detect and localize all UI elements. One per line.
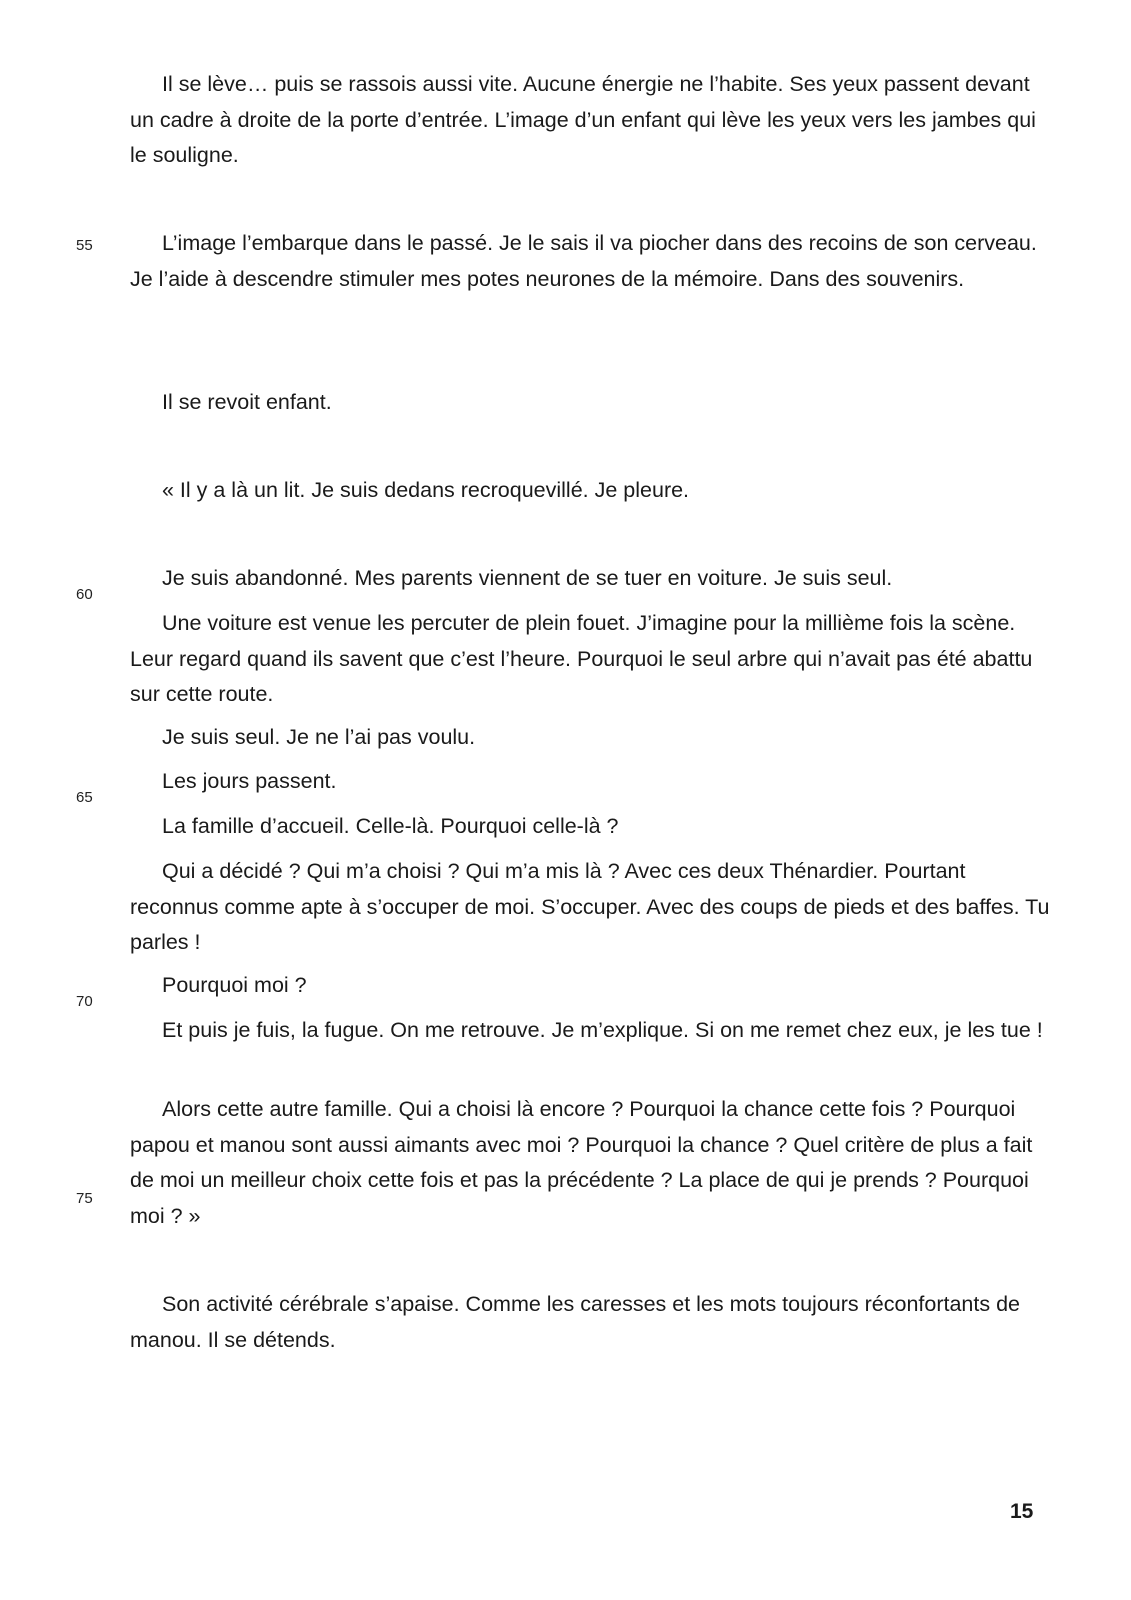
paragraph-8: Les jours passent. [162,769,337,793]
page-number: 15 [1010,1500,1034,1523]
paragraph-4: « Il y a là un lit. Je suis dedans recroquevillé. Je pleure. [162,478,690,502]
line-number-75: 75 [76,1190,93,1207]
line-number-55: 55 [76,237,93,254]
line-number-65: 65 [76,789,93,806]
paragraph-9: La famille d’accueil. Celle-là. Pourquoi celle-là ? [162,814,619,838]
line-number-70: 70 [76,993,93,1010]
paragraph-13: Alors cette autre famille. Qui a choisi là encore ? Pourquoi la chance cette fois ? Pourquoi papou et manou sont aussi aimants avec moi ? Pourquoi la chance ? Quel critère de plus a fait de moi un meilleur choix cette fois et pas la précédente ? La place de qui je prends ? Pourquoi moi ? » [130,1097,1033,1228]
paragraph-12: Et puis je fuis, la fugue. On me retrouve. Je m’explique. Si on me remet chez eux, je les tue ! [162,1018,1043,1042]
paragraph-1: Il se lève… puis se rassois aussi vite. Aucune énergie ne l’habite. Ses yeux passent devant un cadre à droite de la porte d’entrée. L’image d’un enfant qui lève les yeux vers les jambes qui le souligne. [130,72,1036,167]
paragraph-2: L’image l’embarque dans le passé. Je le sais il va piocher dans des recoins de son cerveau. Je l’aide à descendre stimuler mes potes neurones de la mémoire. Dans des souvenirs. [130,231,1037,291]
paragraph-6: Une voiture est venue les percuter de plein fouet. J’imagine pour la millième fois la scène. Leur regard quand ils savent que c’est l’heure. Pourquoi le seul arbre qui n’avait pas été abattu sur cette route. [130,611,1033,706]
paragraph-11: Pourquoi moi ? [162,973,307,997]
paragraph-5: Je suis abandonné. Mes parents viennent de se tuer en voiture. Je suis seul. [162,566,893,590]
line-number-60: 60 [76,586,93,603]
paragraph-7: Je suis seul. Je ne l’ai pas voulu. [162,725,476,749]
paragraph-3: Il se revoit enfant. [162,390,332,414]
paragraph-14: Son activité cérébrale s’apaise. Comme les caresses et les mots toujours réconfortants de manou. Il se détends. [130,1292,1021,1352]
paragraph-10: Qui a décidé ? Qui m’a choisi ? Qui m’a mis là ? Avec ces deux Thénardier. Pourtant reconnus comme apte à s’occuper de moi. S’occuper. Avec des coups de pieds et des baffes. Tu parles ! [130,859,1050,954]
